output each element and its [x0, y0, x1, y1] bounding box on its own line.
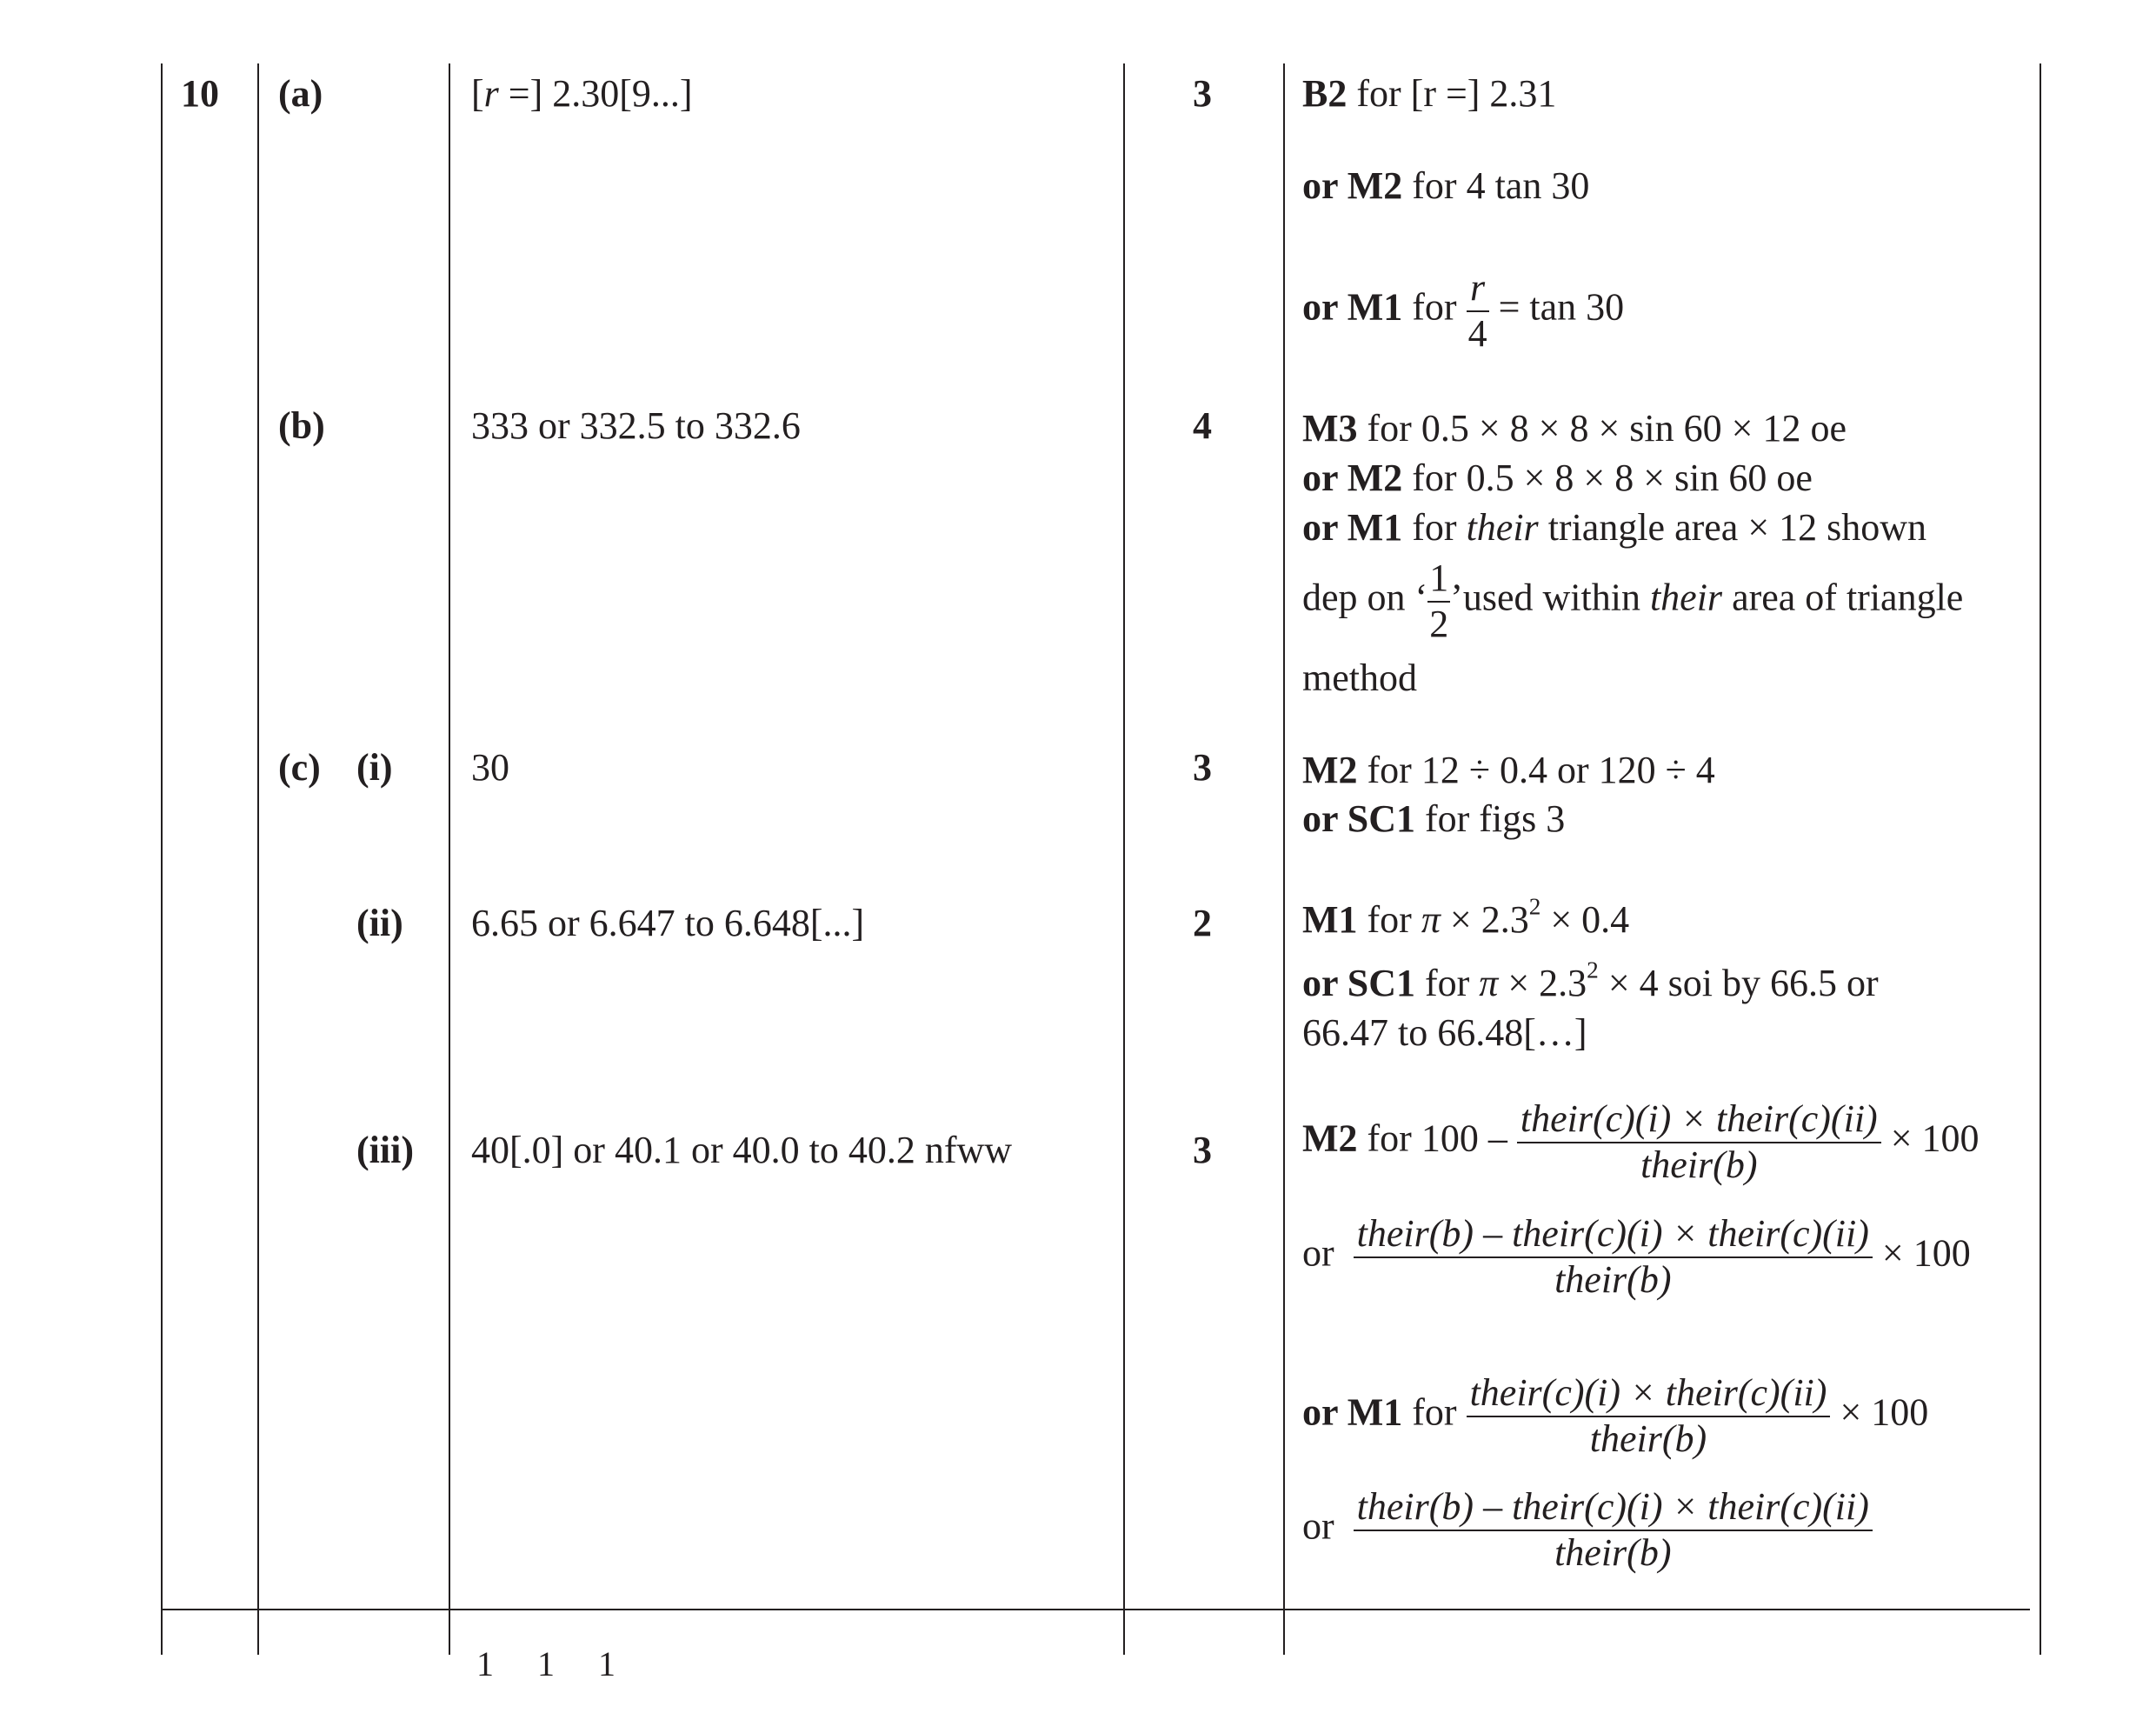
- mark-code: or M1: [1302, 285, 1403, 329]
- fraction-r-over-4: [1467, 266, 1489, 356]
- fraction-numerator: 1: [1427, 557, 1450, 603]
- marks-a: 3: [1193, 72, 1212, 115]
- guidance-text: ’used within: [1450, 576, 1650, 619]
- guidance-c-iii-m2: [1302, 1097, 1980, 1187]
- column-divider-answer: [449, 63, 450, 1655]
- guidance-a-line2: [1302, 162, 1589, 210]
- fraction-numerator: their(c)(i) × their(c)(ii): [1517, 1097, 1881, 1143]
- guidance-c-iii-m2-alt: [1302, 1212, 1971, 1302]
- guidance-text: or: [1302, 1504, 1334, 1548]
- fraction-numerator: their(b) – their(c)(i) × their(c)(ii): [1354, 1212, 1873, 1258]
- guidance-b-line4: [1302, 557, 1963, 646]
- guidance-text: for: [1402, 506, 1467, 549]
- part-label-a: (a): [278, 72, 323, 115]
- fraction-product-over-b: [1467, 1371, 1831, 1461]
- question-number: 10: [181, 72, 219, 115]
- guidance-text: dep on ‘: [1302, 576, 1428, 619]
- column-divider-marks: [1123, 63, 1125, 1655]
- guidance-text: for: [1357, 898, 1421, 941]
- guidance-a-line1: [1302, 70, 1556, 118]
- guidance-text: for: [1402, 1390, 1467, 1434]
- answer-a-open: [: [471, 72, 484, 115]
- fraction-denominator: their(b): [1589, 1416, 1707, 1460]
- mark-code: M3: [1302, 407, 1358, 450]
- fraction-product-over-b: [1517, 1097, 1881, 1187]
- guidance-text: for 12 ÷ 0.4 or 120 ÷ 4: [1357, 749, 1715, 791]
- answer-b: 333 or 332.5 to 332.6: [471, 404, 801, 447]
- guidance-text: × 0.4: [1540, 898, 1630, 941]
- guidance-c-iii-m1: [1302, 1371, 1928, 1461]
- guidance-text: for [r =] 2.31: [1347, 72, 1557, 115]
- exponent: 2: [1528, 893, 1541, 920]
- pi-symbol: π: [1421, 898, 1441, 941]
- guidance-text: for 100 –: [1357, 1116, 1517, 1160]
- guidance-text: × 4 soi by 66.5 or: [1598, 962, 1879, 1004]
- column-divider-guidance: [1283, 63, 1285, 1655]
- guidance-text: or: [1302, 1231, 1334, 1275]
- sub-label-i: (i): [356, 746, 393, 789]
- guidance-text: = tan 30: [1488, 285, 1625, 329]
- guidance-c-ii-line1: [1302, 893, 1630, 944]
- guidance-text: triangle area × 12 shown: [1538, 506, 1927, 549]
- guidance-c-iii-m1-alt: [1302, 1485, 1873, 1575]
- guidance-c-ii-line3: 66.47 to 66.48[…]: [1302, 1011, 1587, 1054]
- fraction-denominator: 4: [1467, 311, 1487, 355]
- guidance-c-ii-line2: [1302, 956, 1879, 1008]
- answer-c-i: 30: [471, 746, 509, 789]
- guidance-text: × 100: [1880, 1116, 1980, 1160]
- answer-c-iii: 40[.0] or 40.1 or 40.0 to 40.2 nfww: [471, 1129, 1013, 1171]
- fraction-denominator: 2: [1429, 602, 1449, 645]
- guidance-text: for 4 tan 30: [1402, 164, 1590, 207]
- fraction-difference-over-b: [1354, 1212, 1873, 1302]
- table-border-right: [2040, 63, 2041, 1655]
- fraction-denominator: their(b): [1554, 1530, 1672, 1574]
- marks-c-iii: 3: [1193, 1129, 1212, 1171]
- guidance-text: for: [1402, 285, 1467, 329]
- guidance-b-line5: method: [1302, 657, 1417, 699]
- mark-code: M2: [1302, 1116, 1358, 1160]
- guidance-text: for 0.5 × 8 × 8 × sin 60 × 12 oe: [1357, 407, 1847, 450]
- next-row-clipped-text: 1 1 1: [476, 1644, 616, 1683]
- answer-a-value: =] 2.30[9...]: [498, 72, 693, 115]
- guidance-text: × 100: [1872, 1231, 1971, 1275]
- guidance-a-line3: [1302, 266, 1624, 356]
- sub-label-ii: (ii): [356, 902, 403, 944]
- fraction-one-half: [1427, 557, 1450, 646]
- marks-b: 4: [1193, 404, 1212, 447]
- guidance-text: for figs 3: [1414, 797, 1566, 840]
- table-border-left: [161, 63, 163, 1655]
- exponent: 2: [1587, 956, 1599, 983]
- fraction-numerator: their(c)(i) × their(c)(ii): [1467, 1371, 1831, 1417]
- guidance-text: × 100: [1830, 1390, 1929, 1434]
- mark-code: or M1: [1302, 506, 1403, 549]
- fraction-numerator: r: [1467, 266, 1489, 312]
- mark-code: M1: [1302, 898, 1358, 941]
- guidance-b-line2: [1302, 454, 1813, 503]
- guidance-italic: their: [1649, 576, 1723, 619]
- mark-code: or M2: [1302, 164, 1403, 207]
- guidance-text: × 2.3: [1440, 898, 1529, 941]
- mark-code: or M2: [1302, 457, 1403, 499]
- guidance-text: × 2.3: [1498, 962, 1587, 1004]
- mark-code: or M1: [1302, 1390, 1403, 1434]
- part-label-b: (b): [278, 404, 325, 447]
- mark-code: or SC1: [1302, 797, 1415, 840]
- fraction-denominator: their(b): [1640, 1143, 1758, 1186]
- fraction-denominator: their(b): [1554, 1257, 1672, 1301]
- guidance-b-line3: [1302, 503, 1926, 552]
- guidance-italic: their: [1466, 506, 1539, 549]
- fraction-difference-over-b: [1354, 1485, 1873, 1575]
- column-divider-part: [257, 63, 259, 1655]
- pi-symbol: π: [1479, 962, 1499, 1004]
- guidance-text: for: [1414, 962, 1480, 1004]
- guidance-text: for 0.5 × 8 × 8 × sin 60 oe: [1402, 457, 1813, 499]
- answer-a: [471, 70, 693, 118]
- part-label-c: (c): [278, 746, 321, 789]
- mark-code: B2: [1302, 72, 1348, 115]
- row-separator: [161, 1609, 2030, 1610]
- answer-c-ii: 6.65 or 6.647 to 6.648[...]: [471, 902, 865, 944]
- marks-c-ii: 2: [1193, 902, 1212, 944]
- guidance-text: area of triangle: [1722, 576, 1964, 619]
- mark-code: or SC1: [1302, 962, 1415, 1004]
- answer-a-variable: r: [483, 72, 499, 115]
- mark-code: M2: [1302, 749, 1358, 791]
- sub-label-iii: (iii): [356, 1129, 414, 1171]
- guidance-c-i-line1: [1302, 746, 1715, 795]
- fraction-numerator: their(b) – their(c)(i) × their(c)(ii): [1354, 1485, 1873, 1531]
- guidance-b-line1: [1302, 404, 1847, 453]
- marks-c-i: 3: [1193, 746, 1212, 789]
- guidance-c-i-line2: [1302, 795, 1565, 843]
